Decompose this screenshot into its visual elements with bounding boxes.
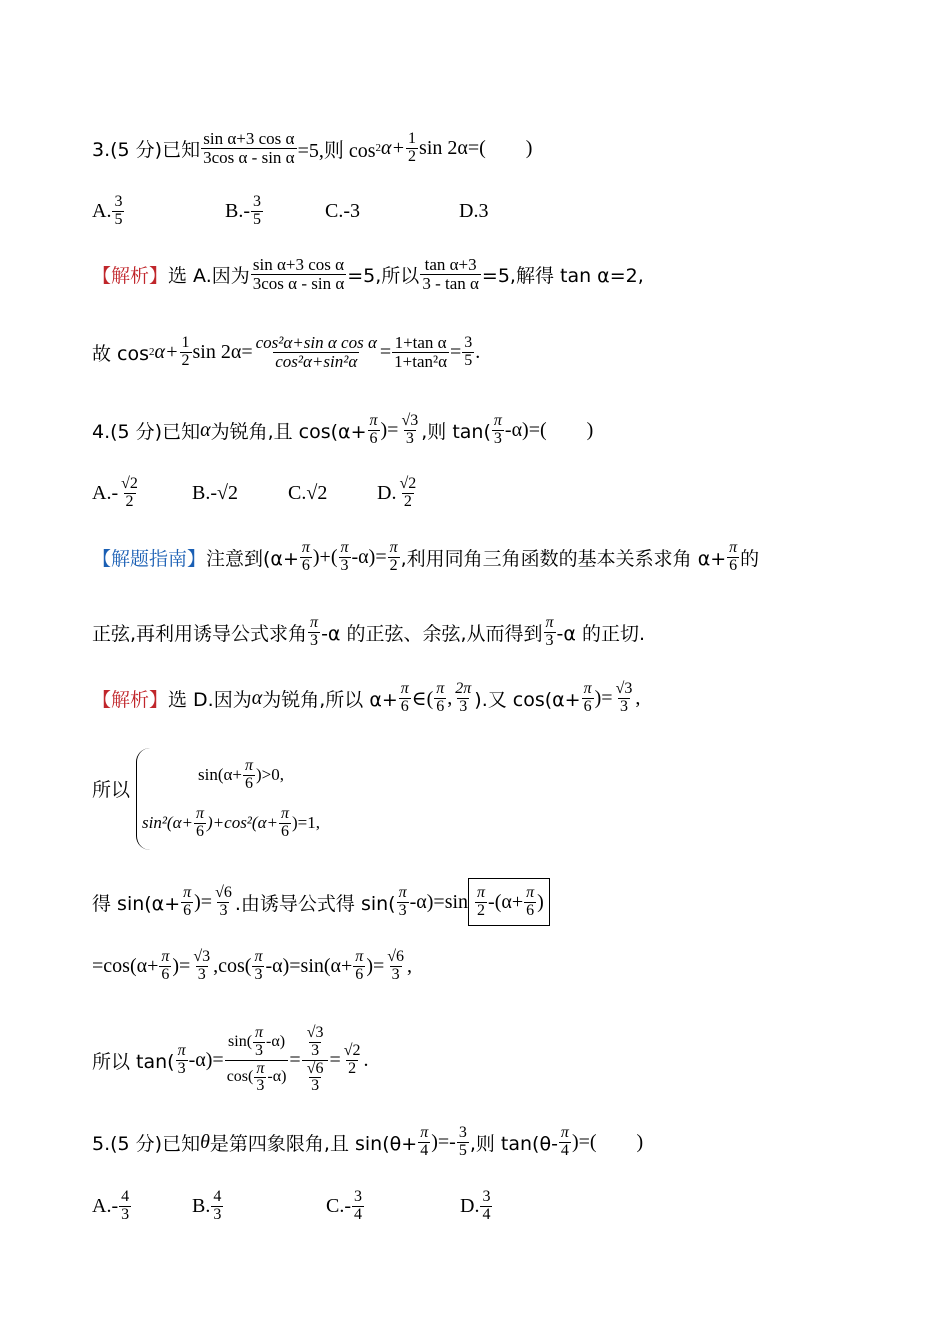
q4-option-d[interactable]: D. $\frac{√2}{2}$ xyxy=(377,474,417,510)
square-bracket: $\frac{\pi}{2}$ -(α+ $\frac{\pi}{6}$ ) xyxy=(468,878,550,926)
q4-option-a[interactable]: A.- $\frac{√2}{2}$ xyxy=(92,474,138,510)
q3-stem: 3.(5 分)已知 $\frac{\text{sin α+3 cos α}}{\text{3cos α - sin α}}$ =5,则 cos 2 α+ $\frac{1}{2}$ sin 2α=( ) xyxy=(92,128,533,167)
q4-guide-line2: 正弦,再利用诱导公式求角 $\frac{\pi}{3}$ -α 的正弦、余弦,从而得到 $\frac{\pi}{3}$ -α 的正切. xyxy=(92,613,646,649)
q4-solution-line5: 所以 tan( $\frac{\pi}{3}$ -α)= sin( $\frac{\pi}{3}$ -α) cos( $\frac{\pi}{3}$ -α) = $\frac{\frac{√3}{3}}{\frac{√6}{3}}$ = $\frac{√2}{2}$ . xyxy=(92,1023,369,1095)
q4-system-eq1: sin(α+ $\frac{\pi}{6}$ )>0, xyxy=(198,756,285,792)
q5-option-b[interactable]: B. $\frac{4}{3}$ xyxy=(192,1187,222,1223)
q3-fraction: $\frac{\text{sin α+3 cos α}}{\text{3cos α - sin α}}$ xyxy=(203,128,295,167)
q5-options xyxy=(92,1176,493,1236)
q3-option-d[interactable]: D.3 xyxy=(459,199,489,222)
q3-options xyxy=(92,181,488,241)
q3-option-a[interactable]: A. $\frac{3}{5}$ xyxy=(92,192,123,228)
q5-option-c[interactable]: C.- $\frac{3}{4}$ xyxy=(326,1187,362,1223)
q3-option-c[interactable]: C.-3 xyxy=(325,199,360,222)
q4-option-c[interactable]: C.√2 xyxy=(288,481,328,504)
q4-solution-line4: =cos(α+ $\frac{\pi}{6}$ )= $\frac{√3}{3}$ ,cos( $\frac{\pi}{3}$ -α)=sin(α+ $\frac{\pi}{6}$ )= $\frac{√6}{3}$ , xyxy=(92,947,413,983)
q5-stem: 5.(5 分)已知 θ 是第四象限角,且 sin(θ+ $\frac{\pi}{4}$ )=- $\frac{3}{5}$ ,则 tan(θ- $\frac{\pi}{4}$ )=( ) xyxy=(92,1123,644,1159)
solution-tag: 【解析】 xyxy=(92,264,169,287)
q3-solution-line2: 故 cos 2 α+ $\frac{1}{2}$ sin 2α= $\frac{\text{cos²α+sin α cos α}}{\text{cos²α+sin²α}}$ = $\frac{\text{1+tan α}}{\text{1+tan²α}}$ = $\frac{3}{5}$ . xyxy=(92,332,481,371)
q3-solution-line1: 【解析】 选 A.因为 $\frac{\text{sin α+3 cos α}}{\text{3cos α - sin α}}$ =5,所以 $\frac{\text{tan α+3}}{\text{3 - tan α}}$ =5,解得 tan α=2, xyxy=(92,254,644,293)
solution-tag: 【解析】 xyxy=(92,688,169,711)
q4-system-eq2: sin²(α+ $\frac{\pi}{6}$ )+cos²(α+ $\frac{\pi}{6}$ )=1, xyxy=(142,804,320,840)
q5-option-a[interactable]: A.- $\frac{4}{3}$ xyxy=(92,1187,130,1223)
q3-option-b[interactable]: B.- $\frac{3}{5}$ xyxy=(225,192,261,228)
q4-system-label: 所以 xyxy=(92,778,131,801)
q5-option-d[interactable]: D. $\frac{3}{4}$ xyxy=(460,1187,491,1223)
q4-options xyxy=(92,463,419,523)
q4-guide-line1: 【解题指南】 注意到(α+ $\frac{\pi}{6}$ )+( $\frac{\pi}{3}$ -α)= $\frac{\pi}{2}$ ,利用同角三角函数的基本关系求角 α+ $\frac{\pi}{6}$ 的 xyxy=(92,538,760,574)
q4-solution-line3: 得 sin(α+ $\frac{\pi}{6}$ )= $\frac{√6}{3}$ .由诱导公式得 sin( $\frac{\pi}{3}$ -α)=sin $\frac{\pi}{2}$ -(α+ $\frac{\pi}{6}$ ) xyxy=(92,872,550,932)
q4-stem: 4.(5 分)已知 α 为锐角,且 cos(α+ $\frac{\pi}{6}$ )= $\frac{√3}{3}$ ,则 tan( $\frac{\pi}{3}$ -α)=( ) xyxy=(92,411,594,447)
q4-solution-line1: 【解析】 选 D.因为 α 为锐角,所以 α+ $\frac{\pi}{6}$ ∈( $\frac{\pi}{6}$ , $\frac{2\pi}{3}$ ).又 cos(α+ $\frac{\pi}{6}$ )= $\frac{√3}{3}$ , xyxy=(92,679,641,715)
q4-option-b[interactable]: B.-√2 xyxy=(192,481,238,504)
tan-fraction: sin( $\frac{\pi}{3}$ -α) cos( $\frac{\pi}{3}$ -α) xyxy=(226,1023,287,1095)
guide-tag: 【解题指南】 xyxy=(92,547,207,570)
